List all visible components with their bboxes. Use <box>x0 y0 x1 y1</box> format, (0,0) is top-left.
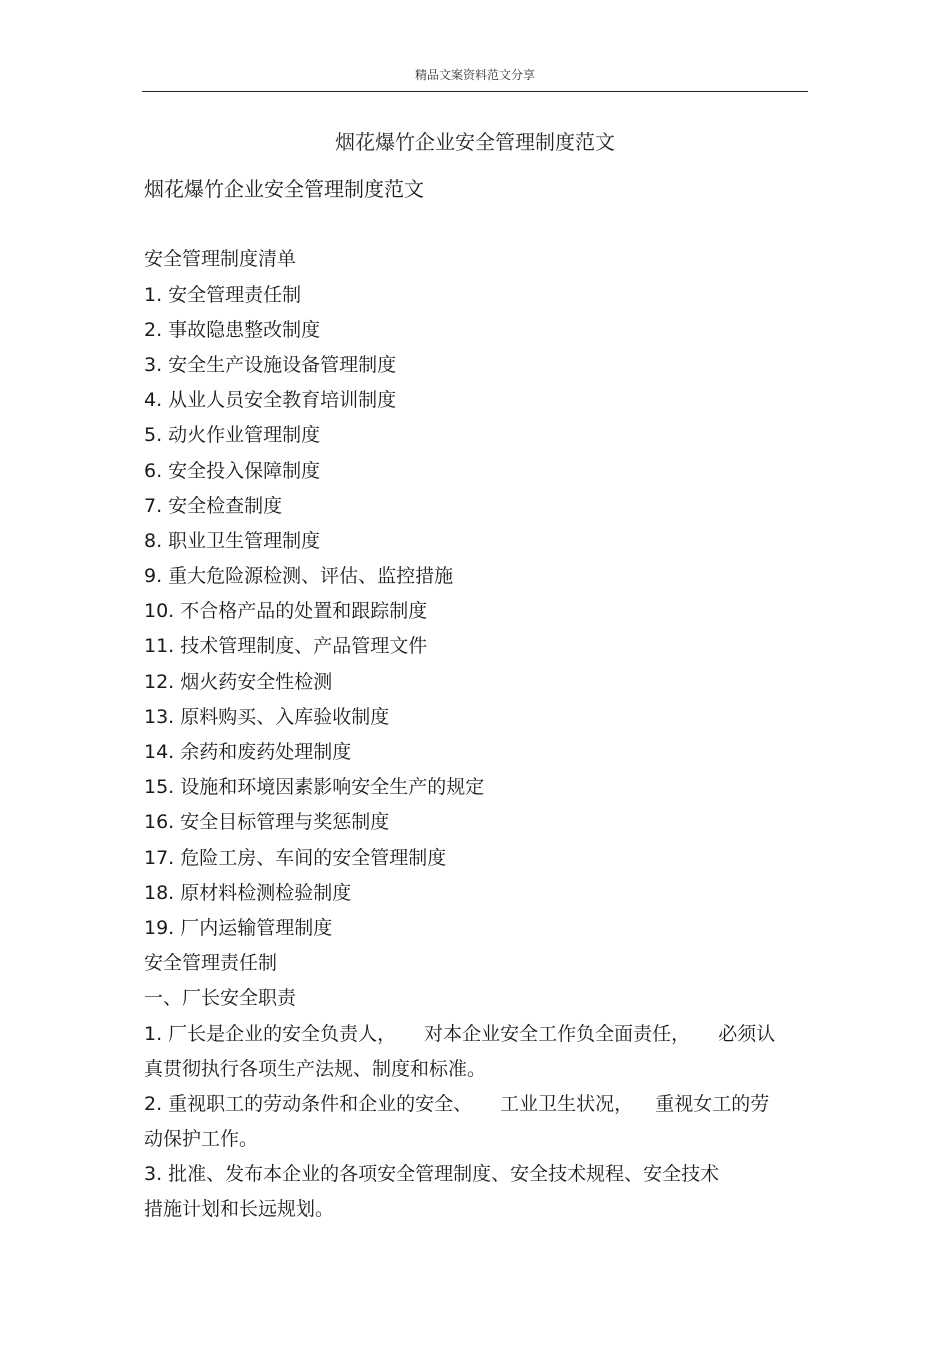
list-item: 8. 职业卫生管理制度 <box>144 529 321 552</box>
list-item: 15. 设施和环境因素影响安全生产的规定 <box>144 776 485 799</box>
list-item: 16. 安全目标管理与奖惩制度 <box>144 811 390 834</box>
paragraph-line <box>144 1087 814 1122</box>
section-heading: 安全管理责任制 <box>144 952 278 975</box>
paragraph-line: 动保护工作。 <box>144 1128 259 1151</box>
list-item: 4. 从业人员安全教育培训制度 <box>144 389 397 412</box>
list-item: 14. 余药和废药处理制度 <box>144 741 352 763</box>
paragraph-text: 必须认 <box>718 1022 776 1045</box>
paragraph-text: 1. 厂长是企业的安全负责人， <box>144 1022 397 1045</box>
paragraph-line: 3. 批准、发布本企业的各项安全管理制度、安全技术规程、安全技术 <box>144 1163 720 1186</box>
list-item: 2. 事故隐患整改制度 <box>144 318 321 341</box>
paragraph-line: 真贯彻执行各项生产法规、制度和标准。 <box>144 1057 487 1080</box>
subsection-heading: 一、厂长安全职责 <box>144 987 297 1010</box>
list-item: 1. 安全管理责任制 <box>144 283 302 306</box>
paragraph-text: 重视女工的劳 <box>655 1092 770 1115</box>
list-heading: 安全管理制度清单 <box>144 248 297 271</box>
document-title: 烟花爆竹企业安全管理制度范文 <box>335 130 615 154</box>
paragraph-line: 措施计划和长远规划。 <box>144 1198 335 1221</box>
list-item: 18. 原材料检测检验制度 <box>144 881 352 904</box>
list-item: 5. 动火作业管理制度 <box>144 424 321 447</box>
paragraph-text: 2. 重视职工的劳动条件和企业的安全、 <box>144 1092 473 1115</box>
list-item: 9. 重大危险源检测、评估、监控措施 <box>144 565 454 588</box>
document-subtitle: 烟花爆竹企业安全管理制度范文 <box>144 177 424 201</box>
list-item: 12. 烟火药安全性检测 <box>144 670 333 693</box>
page-header: 精品文案资料范文分享 <box>414 68 535 82</box>
list-item: 6. 安全投入保障制度 <box>144 459 321 482</box>
paragraph-line <box>144 1017 814 1052</box>
list-item: 17. 危险工房、车间的安全管理制度 <box>144 846 447 869</box>
paragraph-3 <box>144 1157 814 1227</box>
regulation-list <box>144 278 814 947</box>
paragraph-text: 对本企业安全工作负全面责任， <box>424 1022 691 1045</box>
list-item: 3. 安全生产设施设备管理制度 <box>144 353 397 376</box>
header-divider <box>142 91 808 92</box>
list-item: 10. 不合格产品的处置和跟踪制度 <box>144 600 428 623</box>
list-item: 11. 技术管理制度、产品管理文件 <box>144 635 428 658</box>
list-item: 7. 安全检查制度 <box>144 494 283 517</box>
paragraph-2 <box>144 1087 814 1157</box>
paragraph-text: 工业卫生状况， <box>500 1092 634 1115</box>
list-item: 13. 原料购买、入库验收制度 <box>144 705 390 728</box>
paragraph-1 <box>144 1017 814 1087</box>
document-body <box>144 172 814 1228</box>
list-item: 19. 厂内运输管理制度 <box>144 916 333 939</box>
